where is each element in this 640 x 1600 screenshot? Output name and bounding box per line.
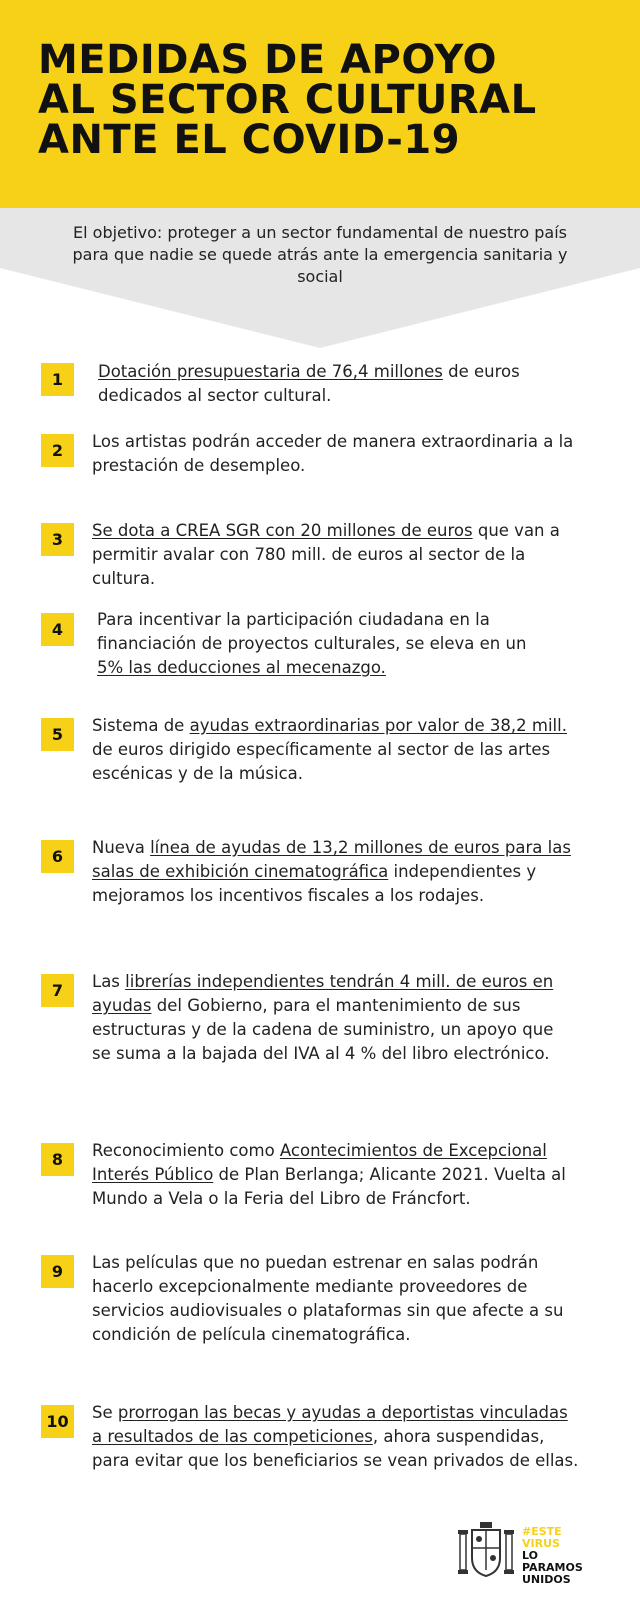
measure-text-part: de euros dedicados al sector cultural. xyxy=(98,362,520,405)
measure-text-part: Sistema de xyxy=(92,716,190,735)
measure-text-part: Nueva xyxy=(92,838,151,857)
measure-text-part: del Gobierno, para el mantenimiento de sus estructuras y de la cadena de suministro, un apoyo que se suma a la bajada del IVA al 4 % del libro electrónico. xyxy=(92,996,554,1063)
measure-highlight: ayudas extraordinarias por valor de 38,2 mill. xyxy=(189,716,567,735)
footer-logos xyxy=(456,1520,616,1590)
measure-number-badge: 5 xyxy=(41,718,74,751)
measure-text xyxy=(92,1139,582,1211)
slogan-line-4: PARAMOS xyxy=(522,1561,583,1574)
measure-number-badge: 7 xyxy=(41,974,74,1007)
measure-text xyxy=(98,360,548,408)
measure-text xyxy=(92,1251,572,1347)
slogan-line-2: VIRUS xyxy=(522,1537,560,1550)
measure-text xyxy=(92,714,572,786)
measure-number-badge: 3 xyxy=(41,523,74,556)
slogan-logo xyxy=(522,1526,583,1586)
measure-text-part: Las películas que no puedan estrenar en salas podrán hacerlo excepcionalmente mediante proveedores de servicios audiovisuales o plataformas sin que afecte a su condición de película cinematográfica. xyxy=(92,1253,564,1344)
measure-number-badge: 9 xyxy=(41,1255,74,1288)
page-title xyxy=(38,37,618,163)
measure-text-part: de euros dirigido específicamente al sector de las artes escénicas y de la música. xyxy=(92,740,551,783)
objective-text: El objetivo: proteger a un sector fundamental de nuestro país para que nadie se quede atrás ante la emergencia sanitaria y social xyxy=(72,223,568,286)
measure-highlight: línea de ayudas de 13,2 millones de euros para las salas de exhibición cinematográfica xyxy=(92,838,571,881)
header-banner xyxy=(0,0,640,208)
measure-text-part: Los artistas podrán acceder de manera extraordinaria a la prestación de desempleo. xyxy=(92,432,574,475)
measure-highlight: Se dota a CREA SGR con 20 millones de euros xyxy=(92,521,473,540)
slogan-line-5: UNIDOS xyxy=(522,1573,571,1586)
title-line-1: MEDIDAS DE APOYO xyxy=(38,37,497,83)
slogan-line-3: LO xyxy=(522,1549,538,1562)
measure-highlight: librerías independientes tendrán 4 mill. de euros en ayudas xyxy=(92,972,554,1015)
coat-of-arms-icon xyxy=(456,1520,516,1586)
title-line-2: AL SECTOR CULTURAL xyxy=(38,77,537,123)
title-line-3: ANTE EL COVID-19 xyxy=(38,117,461,163)
measure-text-part: , ahora suspendidas, para evitar que los beneficiarios se vean privados de ellas. xyxy=(92,1427,579,1470)
measure-text xyxy=(92,836,582,908)
measure-number-badge: 10 xyxy=(41,1405,74,1438)
measure-highlight: Dotación presupuestaria de 76,4 millones xyxy=(98,362,443,381)
measure-highlight: Acontecimientos de Excepcional Interés Público xyxy=(92,1141,547,1184)
measure-number-badge: 4 xyxy=(41,613,74,646)
measure-text xyxy=(92,1401,582,1473)
measure-number-badge: 2 xyxy=(41,434,74,467)
measure-text xyxy=(92,430,582,478)
slogan-line-1: #ESTE xyxy=(522,1525,562,1538)
measure-highlight: 5% las deducciones al mecenazgo. xyxy=(97,658,386,677)
measure-text-part: independientes y mejoramos los incentivos fiscales a los rodajes. xyxy=(92,862,537,905)
measure-text-part: Se xyxy=(92,1403,118,1422)
measure-number-badge: 1 xyxy=(41,363,74,396)
measure-number-badge: 6 xyxy=(41,840,74,873)
measure-text-part: Para incentivar la participación ciudadana en la financiación de proyectos culturales, se eleva en un xyxy=(97,610,527,653)
measure-text-part: que van a permitir avalar con 780 mill. de euros al sector de la cultura. xyxy=(92,521,560,588)
measure-text xyxy=(92,519,572,591)
measure-text-part: Reconocimiento como xyxy=(92,1141,280,1160)
measure-text xyxy=(97,608,557,680)
measure-highlight: prorrogan las becas y ayudas a deportistas vinculadas a resultados de las competiciones xyxy=(92,1403,568,1446)
measure-text-part: de Plan Berlanga; Alicante 2021. Vuelta al Mundo a Vela o la Feria del Libro de Fráncfort. xyxy=(92,1165,566,1208)
measure-text-part: Las xyxy=(92,972,126,991)
measure-number-badge: 8 xyxy=(41,1143,74,1176)
measure-text xyxy=(92,970,562,1066)
